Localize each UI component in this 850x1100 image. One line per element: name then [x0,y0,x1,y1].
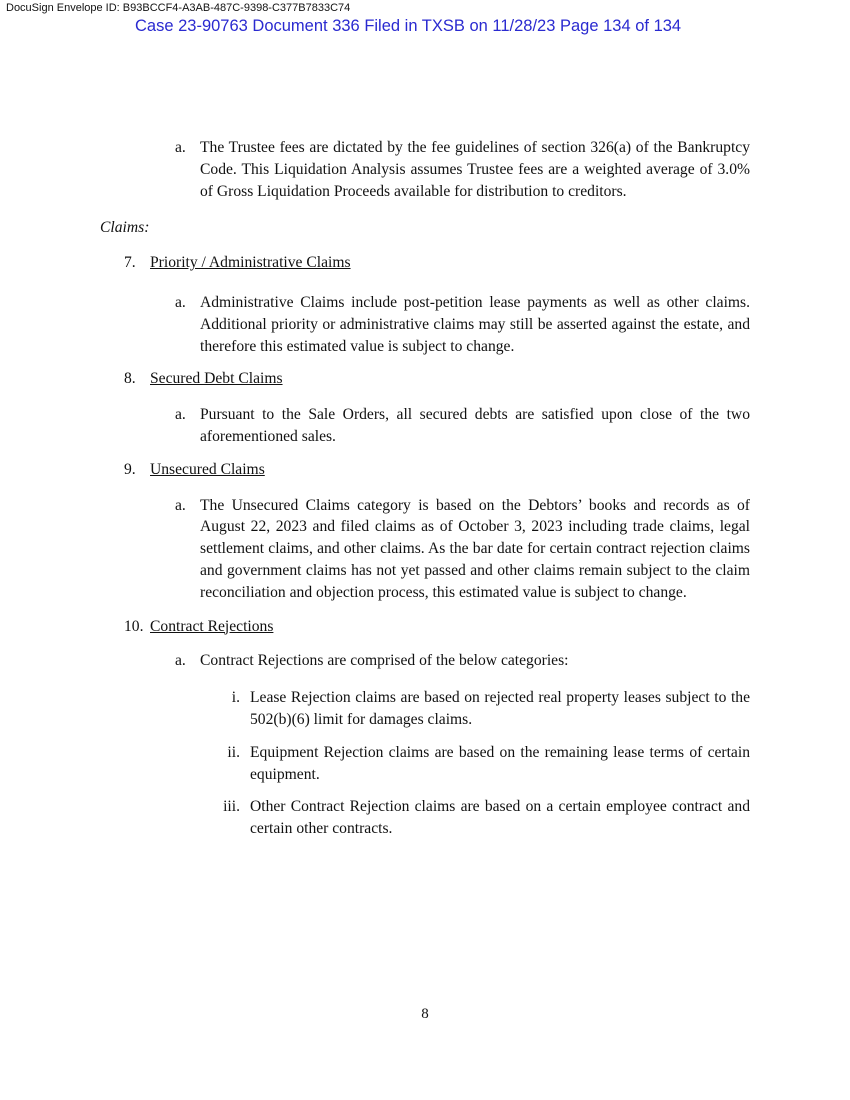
court-filing-stamp: Case 23-90763 Document 336 Filed in TXSB on 11/28/23 Page 134 of 134 [135,17,682,35]
section-title: Contract Rejections [150,617,274,635]
list-marker: a. [175,406,186,424]
section-title: Secured Debt Claims [150,370,283,388]
section-heading [124,616,850,638]
section-title: Priority / Administrative Claims [150,254,351,272]
page-number: 8 [421,1006,429,1022]
other-rejection-item [200,796,750,840]
equipment-rejection-paragraph: Equipment Rejection claims are based on the remaining lease terms of certain equipment. [250,743,750,783]
trustee-fees-paragraph: The Trustee fees are dictated by the fee guidelines of section 326(a) of the Bankruptcy Code. This Liquidation Analysis assumes Trustee fees are a weighted average of 3.0% of Gross Liquidation Proceeds available for distribution to creditors. [200,139,750,200]
lease-rejection-item [200,687,750,731]
document-body [0,137,850,840]
list-marker: iii. [223,798,240,816]
docusign-envelope-id: DocuSign Envelope ID: B93BCCF4-A3AB-487C-9398-C377B7833C74 [6,2,351,14]
section-number: 7. [124,254,136,272]
equipment-rejection-item [200,742,750,786]
claims-heading: Claims: [100,219,150,237]
unsecured-claims-paragraph: The Unsecured Claims category is based on the Debtors’ books and records as of August 22, 2023 and filed claims as of October 3, 2023 including trade claims, legal settlement claims, and other claims. As the bar date for certain contract rejection claims and government claims has not yet passed and other claims remain subject to the claim reconciliation and objection process, this estimated value is subject to change. [200,496,750,601]
secured-debt-item [175,404,750,448]
trustee-fees-item [175,137,750,202]
contract-rejections-item [175,650,750,672]
section-number: 10. [124,617,144,635]
list-marker: ii. [227,743,240,761]
section-heading [124,459,850,481]
admin-claims-item [175,292,750,357]
list-marker: a. [175,139,186,156]
section-title: Unsecured Claims [150,460,265,478]
section-heading [124,252,850,274]
section-number: 8. [124,370,136,388]
list-marker: a. [175,496,186,514]
other-rejection-paragraph: Other Contract Rejection claims are based on a certain employee contract and certain other contracts. [250,798,750,838]
unsecured-claims-item [175,495,750,604]
section-number: 9. [124,460,136,478]
admin-claims-paragraph: Administrative Claims include post-petition lease payments as well as other claims. Additional priority or administrative claims may still be asserted against the estate, and therefore this estimated value is subject to change. [200,293,750,355]
list-marker: a. [175,652,186,670]
section-heading [124,368,850,390]
list-marker: i. [231,689,240,707]
secured-debt-paragraph: Pursuant to the Sale Orders, all secured debts are satisfied upon close of the two aforementioned sales. [200,406,750,445]
list-marker: a. [175,293,186,311]
contract-rejections-paragraph: Contract Rejections are comprised of the below categories: [200,652,569,670]
lease-rejection-paragraph: Lease Rejection claims are based on rejected real property leases subject to the 502(b)(6) limit for damages claims. [250,689,750,728]
